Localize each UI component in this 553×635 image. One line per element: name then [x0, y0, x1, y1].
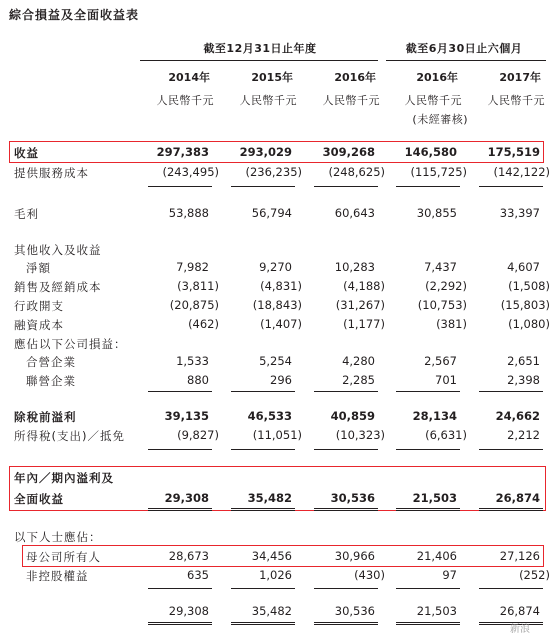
row-value: (115,725) [410, 165, 467, 179]
sum-rule [231, 588, 295, 589]
row-value: 21,406 [416, 549, 457, 563]
row-value: 40,859 [330, 409, 375, 423]
row-label: 合營企業 [26, 355, 76, 369]
sum-rule [479, 449, 543, 450]
group-header-interim: 截至6月30日止六個月 [405, 42, 523, 55]
row-value: 296 [270, 373, 292, 387]
row-value: 56,794 [251, 206, 292, 220]
row-value: (381) [436, 317, 467, 331]
row-label: 銷售及經銷成本 [14, 280, 102, 294]
row-value: 146,580 [404, 145, 457, 159]
group-underline-interim [386, 60, 546, 61]
row-value: (9,827) [177, 428, 219, 442]
row-value: (430) [354, 568, 385, 582]
sum-rule [314, 449, 378, 450]
row-value: 9,270 [259, 260, 292, 274]
row-label: 融資成本 [14, 318, 64, 332]
row-label: 非控股權益 [26, 569, 89, 583]
row-value: 30,855 [416, 206, 457, 220]
sum-rule [231, 449, 295, 450]
row-value: 4,280 [342, 354, 375, 368]
row-value: (4,188) [343, 279, 385, 293]
row-label: 淨額 [26, 261, 51, 275]
row-value: 2,398 [507, 373, 540, 387]
row-label: 以下人士應佔： [14, 530, 102, 544]
row-value: 10,283 [334, 260, 375, 274]
row-label: 所得稅(支出)／抵免 [14, 429, 125, 443]
total-double-rule [231, 622, 295, 625]
row-value: 46,533 [247, 409, 292, 423]
row-value: (20,875) [169, 298, 219, 312]
year-header: 2017年 [499, 71, 541, 84]
group-header-annual: 截至12月31日止年度 [203, 42, 317, 55]
year-header: 2014年 [168, 71, 210, 84]
row-value: (31,267) [335, 298, 385, 312]
row-value: 27,126 [499, 549, 540, 563]
total-double-rule [148, 622, 212, 625]
sum-rule [479, 391, 543, 392]
row-value: 2,212 [507, 428, 540, 442]
row-value: 175,519 [487, 145, 540, 159]
sum-rule [148, 186, 212, 187]
sum-rule [396, 391, 460, 392]
row-label: 聯營企業 [26, 374, 76, 388]
row-label: 毛利 [14, 207, 39, 221]
row-value: (10,323) [335, 428, 385, 442]
row-value: 2,285 [342, 373, 375, 387]
row-value: (1,177) [343, 317, 385, 331]
row-value: 7,982 [176, 260, 209, 274]
row-value: 30,536 [330, 491, 375, 505]
group-underline-annual [140, 60, 378, 61]
row-value: 35,482 [251, 604, 292, 618]
watermark-logo: 新浪 [510, 624, 530, 635]
total-double-rule [314, 508, 378, 511]
sum-rule [148, 588, 212, 589]
currency-unit: 人民幣千元 [487, 94, 545, 107]
row-value: 29,308 [168, 604, 209, 618]
row-value: 35,482 [247, 491, 292, 505]
total-double-rule [396, 508, 460, 511]
row-value: (248,625) [328, 165, 385, 179]
row-value: 30,536 [334, 604, 375, 618]
row-value: 1,533 [176, 354, 209, 368]
row-value: (1,508) [508, 279, 550, 293]
year-header: 2016年 [416, 71, 458, 84]
sum-rule [314, 391, 378, 392]
row-value: 53,888 [168, 206, 209, 220]
row-value: (15,803) [500, 298, 550, 312]
total-double-rule [479, 508, 543, 511]
row-value: (1,407) [260, 317, 302, 331]
row-label: 其他收入及收益 [14, 243, 102, 257]
row-value: 29,308 [164, 491, 209, 505]
currency-unit: 人民幣千元 [404, 94, 462, 107]
row-value: 60,643 [334, 206, 375, 220]
row-value: 28,673 [168, 549, 209, 563]
row-value: 39,135 [164, 409, 209, 423]
year-header: 2015年 [251, 71, 293, 84]
row-value: (3,811) [177, 279, 219, 293]
page-title: 綜合損益及全面收益表 [9, 8, 140, 22]
row-value: 21,503 [412, 491, 457, 505]
row-label: 全面收益 [14, 492, 64, 506]
row-value: 5,254 [259, 354, 292, 368]
sum-rule [148, 391, 212, 392]
currency-unit: 人民幣千元 [322, 94, 380, 107]
row-value: 24,662 [495, 409, 540, 423]
row-value: 97 [442, 568, 457, 582]
sum-rule [231, 186, 295, 187]
row-value: 293,029 [239, 145, 292, 159]
row-label: 除稅前溢利 [14, 410, 77, 424]
row-value: 4,607 [507, 260, 540, 274]
row-value: 2,567 [424, 354, 457, 368]
row-value: (142,122) [493, 165, 550, 179]
row-value: (236,235) [245, 165, 302, 179]
row-value: 28,134 [412, 409, 457, 423]
row-value: 33,397 [499, 206, 540, 220]
row-value: 297,383 [156, 145, 209, 159]
row-value: 21,503 [416, 604, 457, 618]
row-value: 635 [187, 568, 209, 582]
currency-unit: 人民幣千元 [239, 94, 297, 107]
row-value: (252) [519, 568, 550, 582]
sum-rule [479, 186, 543, 187]
total-double-rule [314, 622, 378, 625]
row-value: (2,292) [425, 279, 467, 293]
row-value: (1,080) [508, 317, 550, 331]
sum-rule [314, 588, 378, 589]
row-value: 880 [187, 373, 209, 387]
row-value: (10,753) [417, 298, 467, 312]
row-value: 309,268 [322, 145, 375, 159]
row-value: (18,843) [252, 298, 302, 312]
total-double-rule [148, 508, 212, 511]
row-value: 2,651 [507, 354, 540, 368]
year-header: 2016年 [334, 71, 376, 84]
sum-rule [396, 449, 460, 450]
row-value: 7,437 [424, 260, 457, 274]
row-value: (11,051) [252, 428, 302, 442]
row-label: 收益 [14, 146, 39, 160]
sum-rule [314, 186, 378, 187]
row-value: 30,966 [334, 549, 375, 563]
row-value: 1,026 [259, 568, 292, 582]
row-label: 母公司所有人 [26, 550, 101, 564]
sum-rule [396, 588, 460, 589]
unaudited-note: (未經審核) [412, 113, 468, 126]
row-label: 提供服務成本 [14, 166, 89, 180]
row-value: 34,456 [251, 549, 292, 563]
row-value: (4,831) [260, 279, 302, 293]
sum-rule [396, 186, 460, 187]
row-value: 26,874 [495, 491, 540, 505]
row-label: 年內／期內溢利及 [14, 471, 114, 485]
row-label: 行政開支 [14, 299, 64, 313]
row-value: 701 [435, 373, 457, 387]
sum-rule [231, 391, 295, 392]
sum-rule [148, 449, 212, 450]
row-value: 26,874 [499, 604, 540, 618]
sum-rule [479, 588, 543, 589]
row-value: (6,631) [425, 428, 467, 442]
total-double-rule [231, 508, 295, 511]
total-double-rule [396, 622, 460, 625]
row-label: 應佔以下公司損益： [14, 337, 127, 351]
row-value: (462) [188, 317, 219, 331]
currency-unit: 人民幣千元 [156, 94, 214, 107]
row-value: (243,495) [162, 165, 219, 179]
